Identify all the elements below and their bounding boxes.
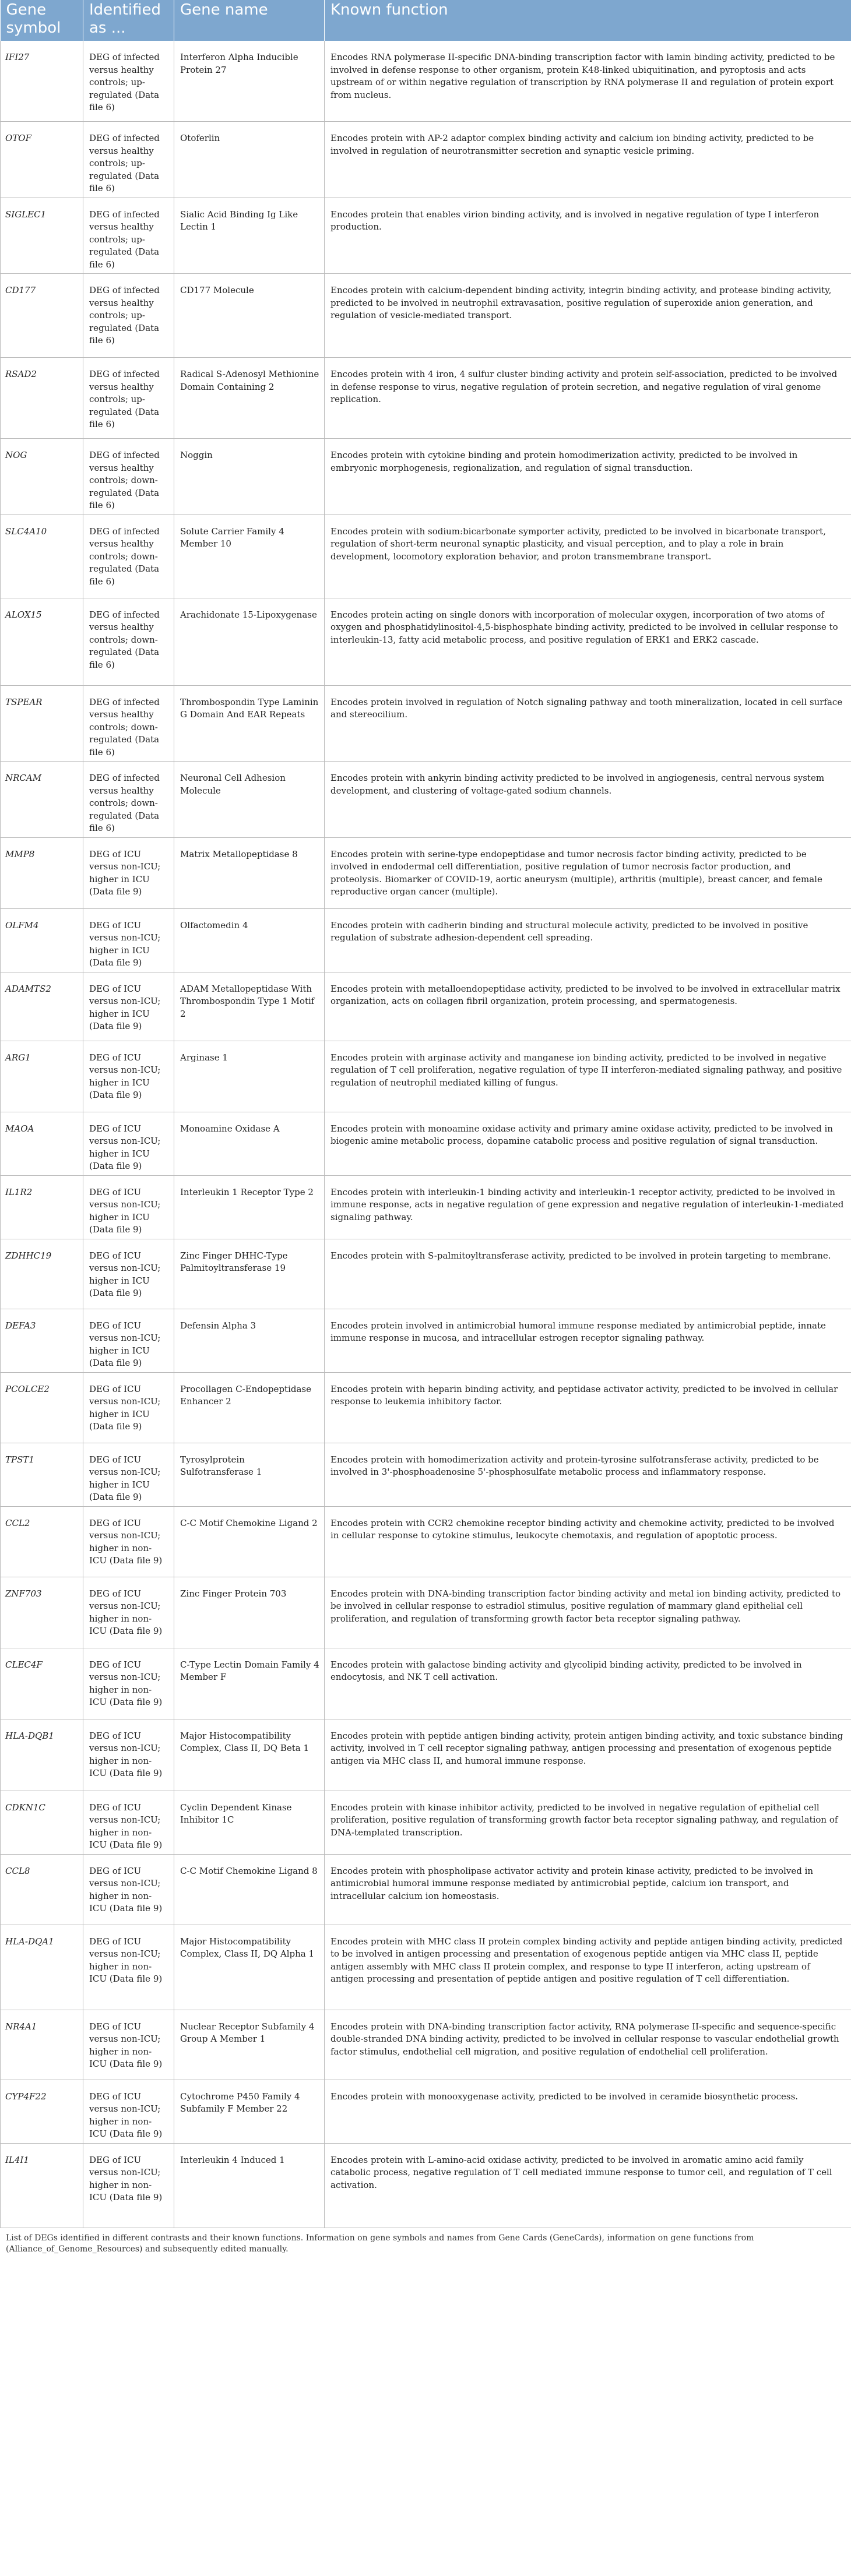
- known-function-cell: Encodes protein that enables virion binding activity, and is involved in negative regulation of type I interferon production.: [325, 198, 851, 274]
- known-function-cell: Encodes protein with metalloendopeptidase activity, predicted to be involved to be involved in extracellular matrix organization, acts on collagen fibril organization, protein processing, and spermatogenesis.: [325, 972, 851, 1041]
- gene-symbol-cell: TPST1: [1, 1443, 83, 1506]
- known-function-cell: Encodes protein with homodimerization activity and protein-tyrosine sulfotransferase activity, predicted to be involved in 3'-phosphoadenosine 5'-phosphosulfate metabolic process and inflammatory response.: [325, 1443, 851, 1506]
- table-row: [1, 1719, 851, 1791]
- gene-symbol-cell: NOG: [1, 439, 83, 515]
- gene-symbol-cell: HLA-DQA1: [1, 1925, 83, 2010]
- gene-name-cell: Interferon Alpha Inducible Protein 27: [174, 41, 325, 122]
- known-function-cell: Encodes protein with serine-type endopeptidase and tumor necrosis factor binding activity, predicted to be involved in endodermal cell differentiation, positive regulation of tumor necrosis factor production, and proteolysis. Biomarker of COVID-19, aortic aneurysm (multiple), arthritis (multiple), breast cancer, and female reproductive organ cancer (multiple).: [325, 837, 851, 908]
- gene-name-cell: Sialic Acid Binding Ig Like Lectin 1: [174, 198, 325, 274]
- table-row: [1, 1041, 851, 1112]
- gene-symbol-cell: OLFM4: [1, 908, 83, 972]
- known-function-cell: Encodes RNA polymerase II-specific DNA-binding transcription factor with lamin binding activity, predicted to be involved in defense response to other organism, protein K48-linked ubiquitination, and pyroptosis and acts upstream of or within negative regulation of transcription by RNA polymerase II and regulation of protein export from nucleus.: [325, 41, 851, 122]
- known-function-cell: Encodes protein with kinase inhibitor activity, predicted to be involved in negative regulation of epithelial cell proliferation, positive regulation of transforming growth factor beta receptor signaling pathway, and regulation of DNA-templated transcription.: [325, 1791, 851, 1854]
- table-row: [1, 598, 851, 685]
- identified-as-cell: DEG of ICU versus non-ICU; higher in non-ICU (Data file 9): [83, 1854, 174, 1925]
- known-function-cell: Encodes protein with monooxygenase activity, predicted to be involved in ceramide biosynthetic process.: [325, 2080, 851, 2143]
- identified-as-cell: DEG of ICU versus non-ICU; higher in ICU (Data file 9): [83, 1443, 174, 1506]
- identified-as-cell: DEG of ICU versus non-ICU; higher in ICU (Data file 9): [83, 1041, 174, 1112]
- table-row: [1, 198, 851, 274]
- table-row: [1, 908, 851, 972]
- gene-symbol-cell: CLEC4F: [1, 1648, 83, 1719]
- gene-name-cell: C-C Motif Chemokine Ligand 2: [174, 1506, 325, 1577]
- known-function-cell: Encodes protein with heparin binding activity, and peptidase activator activity, predicted to be involved in cellular response to leukemia inhibitory factor.: [325, 1372, 851, 1443]
- gene-name-cell: Zinc Finger Protein 703: [174, 1577, 325, 1648]
- table-row: [1, 358, 851, 439]
- known-function-cell: Encodes protein with DNA-binding transcription factor binding activity and metal ion binding activity, predicted to be involved in cellular response to estradiol stimulus, positive regulation of mammary gland epithelial cell proliferation, and regulation of transforming growth factor beta receptor signaling pathway.: [325, 1577, 851, 1648]
- header-identified-as: Identified as ...: [83, 0, 174, 41]
- gene-symbol-cell: CCL8: [1, 1854, 83, 1925]
- known-function-cell: Encodes protein with interleukin-1 binding activity and interleukin-1 receptor activity, predicted to be involved in immune response, acts in negative regulation of gene expression and negative regulation of interleukin-1-mediated signaling pathway.: [325, 1175, 851, 1239]
- gene-symbol-cell: SLC4A10: [1, 515, 83, 598]
- gene-name-cell: Tyrosylprotein Sulfotransferase 1: [174, 1443, 325, 1506]
- table-row: [1, 41, 851, 122]
- gene-name-cell: Zinc Finger DHHC-Type Palmitoyltransferase 19: [174, 1239, 325, 1309]
- gene-name-cell: Neuronal Cell Adhesion Molecule: [174, 762, 325, 838]
- table-header-row: [1, 0, 851, 41]
- table-row: [1, 762, 851, 838]
- identified-as-cell: DEG of ICU versus non-ICU; higher in non-ICU (Data file 9): [83, 1925, 174, 2010]
- table-row: [1, 1506, 851, 1577]
- gene-name-cell: Radical S-Adenosyl Methionine Domain Containing 2: [174, 358, 325, 439]
- gene-name-cell: Interleukin 1 Receptor Type 2: [174, 1175, 325, 1239]
- known-function-cell: Encodes protein with calcium-dependent binding activity, integrin binding activity, and protease binding activity, predicted to be involved in neutrophil extravasation, positive regulation of superoxide anion generation, and regulation of vesicle-mediated transport.: [325, 274, 851, 358]
- table-row: [1, 122, 851, 198]
- known-function-cell: Encodes protein with CCR2 chemokine receptor binding activity and chemokine activity, predicted to be involved in cellular response to cytokine stimulus, leukocyte chemotaxis, and regulation of apoptotic process.: [325, 1506, 851, 1577]
- gene-name-cell: Noggin: [174, 439, 325, 515]
- identified-as-cell: DEG of ICU versus non-ICU; higher in non-ICU (Data file 9): [83, 1577, 174, 1648]
- header-known-function: Known function: [325, 0, 851, 41]
- gene-symbol-cell: IL4I1: [1, 2143, 83, 2228]
- gene-name-cell: Matrix Metallopeptidase 8: [174, 837, 325, 908]
- table-body: [1, 41, 851, 2228]
- identified-as-cell: DEG of ICU versus non-ICU; higher in non-ICU (Data file 9): [83, 2010, 174, 2080]
- gene-symbol-cell: OTOF: [1, 122, 83, 198]
- table-row: [1, 1239, 851, 1309]
- gene-symbol-cell: SIGLEC1: [1, 198, 83, 274]
- known-function-cell: Encodes protein involved in antimicrobial humoral immune response mediated by antimicrobial peptide, innate immune response in mucosa, and intracellular estrogen receptor signaling pathway.: [325, 1309, 851, 1372]
- gene-symbol-cell: MMP8: [1, 837, 83, 908]
- identified-as-cell: DEG of ICU versus non-ICU; higher in ICU (Data file 9): [83, 1112, 174, 1175]
- table-row: [1, 837, 851, 908]
- gene-symbol-cell: ADAMTS2: [1, 972, 83, 1041]
- known-function-cell: Encodes protein acting on single donors with incorporation of molecular oxygen, incorporation of two atoms of oxygen and phosphatidylinositol-4,5-bisphosphate binding activity, predicted to be involved in cellular response to interleukin-13, fatty acid metabolic process, and positive regulation of ERK1 and ERK2 cascade.: [325, 598, 851, 685]
- identified-as-cell: DEG of ICU versus non-ICU; higher in non-ICU (Data file 9): [83, 1791, 174, 1854]
- table-row: [1, 1925, 851, 2010]
- gene-symbol-cell: IFI27: [1, 41, 83, 122]
- identified-as-cell: DEG of ICU versus non-ICU; higher in ICU (Data file 9): [83, 1175, 174, 1239]
- known-function-cell: Encodes protein with L-amino-acid oxidase activity, predicted to be involved in aromatic amino acid family catabolic process, negative regulation of T cell mediated immune response to tumor cell, and regulation of T cell activation.: [325, 2143, 851, 2228]
- gene-symbol-cell: DEFA3: [1, 1309, 83, 1372]
- gene-name-cell: Otoferlin: [174, 122, 325, 198]
- table-row: [1, 515, 851, 598]
- identified-as-cell: DEG of ICU versus non-ICU; higher in non-ICU (Data file 9): [83, 1719, 174, 1791]
- identified-as-cell: DEG of infected versus healthy controls; down-regulated (Data file 6): [83, 439, 174, 515]
- known-function-cell: Encodes protein with AP-2 adaptor complex binding activity and calcium ion binding activity, predicted to be involved in regulation of neurotransmitter secretion and synaptic vesicle priming.: [325, 122, 851, 198]
- gene-name-cell: Major Histocompatibility Complex, Class II, DQ Alpha 1: [174, 1925, 325, 2010]
- table-row: [1, 972, 851, 1041]
- table-row: [1, 685, 851, 762]
- gene-symbol-cell: PCOLCE2: [1, 1372, 83, 1443]
- identified-as-cell: DEG of infected versus healthy controls; up-regulated (Data file 6): [83, 41, 174, 122]
- gene-symbol-cell: MAOA: [1, 1112, 83, 1175]
- identified-as-cell: DEG of ICU versus non-ICU; higher in ICU (Data file 9): [83, 908, 174, 972]
- gene-name-cell: Defensin Alpha 3: [174, 1309, 325, 1372]
- gene-name-cell: Arachidonate 15-Lipoxygenase: [174, 598, 325, 685]
- table-row: [1, 2080, 851, 2143]
- known-function-cell: Encodes protein with cytokine binding and protein homodimerization activity, predicted to be involved in embryonic morphogenesis, regionalization, and regulation of signal transduction.: [325, 439, 851, 515]
- gene-symbol-cell: HLA-DQB1: [1, 1719, 83, 1791]
- gene-name-cell: Cyclin Dependent Kinase Inhibitor 1C: [174, 1791, 325, 1854]
- identified-as-cell: DEG of ICU versus non-ICU; higher in non-ICU (Data file 9): [83, 1506, 174, 1577]
- gene-name-cell: Nuclear Receptor Subfamily 4 Group A Member 1: [174, 2010, 325, 2080]
- gene-name-cell: Monoamine Oxidase A: [174, 1112, 325, 1175]
- gene-symbol-cell: NR4A1: [1, 2010, 83, 2080]
- gene-name-cell: Major Histocompatibility Complex, Class II, DQ Beta 1: [174, 1719, 325, 1791]
- gene-name-cell: Solute Carrier Family 4 Member 10: [174, 515, 325, 598]
- identified-as-cell: DEG of infected versus healthy controls; down-regulated (Data file 6): [83, 598, 174, 685]
- gene-symbol-cell: IL1R2: [1, 1175, 83, 1239]
- gene-name-cell: Cytochrome P450 Family 4 Subfamily F Member 22: [174, 2080, 325, 2143]
- known-function-cell: Encodes protein with cadherin binding and structural molecule activity, predicted to be involved in positive regulation of substrate adhesion-dependent cell spreading.: [325, 908, 851, 972]
- gene-symbol-cell: CYP4F22: [1, 2080, 83, 2143]
- gene-symbol-cell: ZNF703: [1, 1577, 83, 1648]
- identified-as-cell: DEG of infected versus healthy controls; down-regulated (Data file 6): [83, 685, 174, 762]
- gene-name-cell: Olfactomedin 4: [174, 908, 325, 972]
- gene-symbol-cell: TSPEAR: [1, 685, 83, 762]
- table-row: [1, 1112, 851, 1175]
- table-row: [1, 2010, 851, 2080]
- identified-as-cell: DEG of ICU versus non-ICU; higher in ICU (Data file 9): [83, 972, 174, 1041]
- gene-name-cell: Procollagen C-Endopeptidase Enhancer 2: [174, 1372, 325, 1443]
- known-function-cell: Encodes protein with arginase activity and manganese ion binding activity, predicted to be involved in negative regulation of T cell proliferation, negative regulation of type II interferon-mediated signaling pathway, and positive regulation of neutrophil mediated killing of fungus.: [325, 1041, 851, 1112]
- table-row: [1, 1443, 851, 1506]
- identified-as-cell: DEG of infected versus healthy controls; up-regulated (Data file 6): [83, 274, 174, 358]
- gene-symbol-cell: CD177: [1, 274, 83, 358]
- identified-as-cell: DEG of infected versus healthy controls; down-regulated (Data file 6): [83, 762, 174, 838]
- gene-name-cell: C-C Motif Chemokine Ligand 8: [174, 1854, 325, 1925]
- gene-symbol-cell: ARG1: [1, 1041, 83, 1112]
- gene-symbol-cell: CCL2: [1, 1506, 83, 1577]
- table-row: [1, 1175, 851, 1239]
- table-row: [1, 1372, 851, 1443]
- gene-symbol-cell: NRCAM: [1, 762, 83, 838]
- identified-as-cell: DEG of ICU versus non-ICU; higher in non-ICU (Data file 9): [83, 1648, 174, 1719]
- identified-as-cell: DEG of infected versus healthy controls; up-regulated (Data file 6): [83, 358, 174, 439]
- known-function-cell: Encodes protein involved in regulation of Notch signaling pathway and tooth mineralization, located in cell surface and stereocilium.: [325, 685, 851, 762]
- table-row: [1, 1309, 851, 1372]
- gene-name-cell: ADAM Metallopeptidase With Thrombospondin Type 1 Motif 2: [174, 972, 325, 1041]
- known-function-cell: Encodes protein with DNA-binding transcription factor activity, RNA polymerase II-specific and sequence-specific double-stranded DNA binding activity, predicted to be involved in cellular response to vascular endothelial growth factor stimulus, endothelial cell migration, and positive regulation of endothelial cell proliferation.: [325, 2010, 851, 2080]
- identified-as-cell: DEG of ICU versus non-ICU; higher in ICU (Data file 9): [83, 1239, 174, 1309]
- table-row: [1, 1648, 851, 1719]
- gene-name-cell: Interleukin 4 Induced 1: [174, 2143, 325, 2228]
- table-row: [1, 2143, 851, 2228]
- table-row: [1, 1854, 851, 1925]
- table-row: [1, 439, 851, 515]
- table-row: [1, 274, 851, 358]
- known-function-cell: Encodes protein with phospholipase activator activity and protein kinase activity, predicted to be involved in antimicrobial humoral immune response mediated by antimicrobial peptide, calcium ion transport, and intracellular calcium ion homeostasis.: [325, 1854, 851, 1925]
- gene-symbol-cell: ZDHHC19: [1, 1239, 83, 1309]
- identified-as-cell: DEG of infected versus healthy controls; up-regulated (Data file 6): [83, 198, 174, 274]
- table-row: [1, 1577, 851, 1648]
- gene-symbol-cell: RSAD2: [1, 358, 83, 439]
- known-function-cell: Encodes protein with S-palmitoyltransferase activity, predicted to be involved in protein targeting to membrane.: [325, 1239, 851, 1309]
- identified-as-cell: DEG of ICU versus non-ICU; higher in ICU (Data file 9): [83, 1372, 174, 1443]
- known-function-cell: Encodes protein with monoamine oxidase activity and primary amine oxidase activity, predicted to be involved in biogenic amine metabolic process, dopamine catabolic process and positive regulation of signal transduction.: [325, 1112, 851, 1175]
- identified-as-cell: DEG of ICU versus non-ICU; higher in ICU (Data file 9): [83, 837, 174, 908]
- header-gene-symbol: Gene symbol: [1, 0, 83, 41]
- known-function-cell: Encodes protein with ankyrin binding activity predicted to be involved in angiogenesis, central nervous system development, and clustering of voltage-gated sodium channels.: [325, 762, 851, 838]
- known-function-cell: Encodes protein with MHC class II protein complex binding activity and peptide antigen binding activity, predicted to be involved in antigen processing and presentation of exogenous peptide antigen via MHC class II, peptide antigen assembly with MHC class II protein complex, and response to type II interferon, acting upstream of antigen processing and presentation of peptide antigen and positive regulation of T cell differentiation.: [325, 1925, 851, 2010]
- gene-name-cell: C-Type Lectin Domain Family 4 Member F: [174, 1648, 325, 1719]
- identified-as-cell: DEG of infected versus healthy controls; down-regulated (Data file 6): [83, 515, 174, 598]
- identified-as-cell: DEG of ICU versus non-ICU; higher in ICU (Data file 9): [83, 1309, 174, 1372]
- known-function-cell: Encodes protein with galactose binding activity and glycolipid binding activity, predicted to be involved in endocytosis, and NK T cell activation.: [325, 1648, 851, 1719]
- gene-name-cell: Thrombospondin Type Laminin G Domain And EAR Repeats: [174, 685, 325, 762]
- gene-symbol-cell: ALOX15: [1, 598, 83, 685]
- identified-as-cell: DEG of infected versus healthy controls; up-regulated (Data file 6): [83, 122, 174, 198]
- table-row: [1, 1791, 851, 1854]
- known-function-cell: Encodes protein with peptide antigen binding activity, protein antigen binding activity, and toxic substance binding activity, involved in T cell receptor signaling pathway, antigen processing and presentation of exogenous peptide antigen via MHC class II, and humoral immune response.: [325, 1719, 851, 1791]
- known-function-cell: Encodes protein with sodium:bicarbonate symporter activity, predicted to be involved in bicarbonate transport, regulation of short-term neuronal synaptic plasticity, and visual perception, and to play a role in brain development, locomotory exploration behavior, and proton transmembrane transport.: [325, 515, 851, 598]
- gene-name-cell: CD177 Molecule: [174, 274, 325, 358]
- table-footnote: List of DEGs identified in different contrasts and their known functions. Information on gene symbols and names from Gene Cards (GeneCards), information on gene functions from (Alliance_of_Genome_Resources) and subsequently edited manually.: [6, 2233, 754, 2254]
- header-gene-name: Gene name: [174, 0, 325, 41]
- gene-symbol-cell: CDKN1C: [1, 1791, 83, 1854]
- identified-as-cell: DEG of ICU versus non-ICU; higher in non-ICU (Data file 9): [83, 2143, 174, 2228]
- identified-as-cell: DEG of ICU versus non-ICU; higher in non-ICU (Data file 9): [83, 2080, 174, 2143]
- known-function-cell: Encodes protein with 4 iron, 4 sulfur cluster binding activity and protein self-association, predicted to be involved in defense response to virus, negative regulation of protein secretion, and negative regulation of viral genome replication.: [325, 358, 851, 439]
- gene-name-cell: Arginase 1: [174, 1041, 325, 1112]
